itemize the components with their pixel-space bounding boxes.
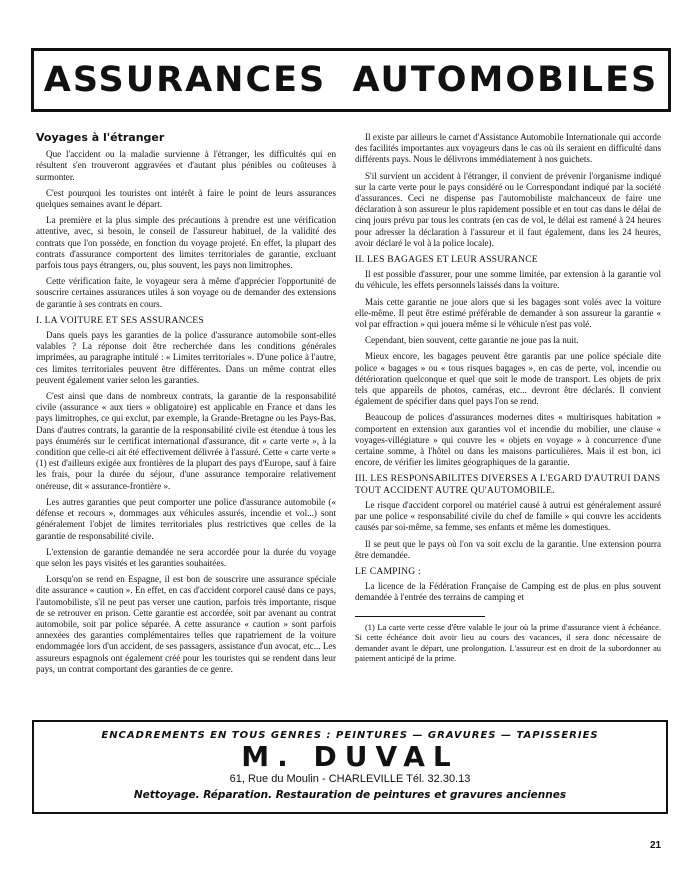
ad-services: Nettoyage. Réparation. Restauration de peintures et gravures anciennes — [133, 789, 567, 801]
page-title: ASSURANCES AUTOMOBILES — [43, 60, 659, 100]
paragraph: Mais cette garantie ne joue alors que si les bagages sont volés avec la voiture elle-même. Il peut être estimé préférable de demander à son assureur la garantie « vol par effraction » qui jouera même si le véhicule n'est pas volé. — [355, 296, 661, 330]
section-heading-camping: LE CAMPING : — [355, 565, 421, 577]
paragraph: Les autres garanties que peut comporter une police d'assurance automobile (« défense et recours », dommages aux véhicules assurés, incendie et vol...) sont généralement l'objet de limites territoriales plus restrictives que celles de la garantie de responsabilité civile. — [36, 496, 336, 541]
paragraph: Cependant, bien souvent, cette garantie ne joue pas la nuit. — [365, 335, 579, 346]
paragraph: C'est pourquoi les touristes ont intérêt à faire le point de leurs assurances quelques semaines avant le départ. — [36, 187, 336, 210]
title-banner — [31, 48, 671, 112]
section-heading-voyages: Voyages à l'étranger — [36, 131, 165, 144]
paragraph: Lorsqu'on se rend en Espagne, il est bon de souscrire une assurance spéciale dite assurance « caution ». En effet, en cas d'accident corporel causé dans ce pays, l'automobiliste, s'il ne peut pas verser une caution, parfois très importante, risque de se retrouver en prison. Cette garantie est accordée, soit par avenant au contrat automobile, soit par police séparée. A cette assurance « caution » sont parfois annexées des garanties complémentaires telles que rapatriement de la voiture endommagée lors d'un accident, de ses passagers, assistance d'un avocat, etc... Les assureurs espagnols ont également créé pour les touristes qui se rendent dans leur pays, un contrat comportant des garanties de ce genre. — [36, 574, 336, 674]
section-heading-bagages: II. LES BAGAGES ET LEUR ASSURANCE — [355, 254, 538, 266]
footnote-rule — [355, 616, 485, 623]
left-column — [36, 132, 336, 680]
section-heading-responsabilites: III. LES RESPONSABILITES DIVERSES A L'EGARD D'AUTRUI DANS TOUT ACCIDENT AUTRE QU'AUTOMOBILE. — [355, 473, 661, 496]
paragraph: Dans quels pays les garanties de la police d'assurance automobile sont-elles valables ? La réponse doit être recherchée dans les conditions générales imprimées, au paragraphe intitulé : « Limites territoriales ». D'une police à l'autre, ces limites territoriales peuvent être différentes. Dans un même contrat elles peuvent également varier selon les garanties. — [36, 330, 336, 385]
paragraph: Il existe par ailleurs le carnet d'Assistance Automobile Internationale qui accorde des facilités importantes aux voyageurs dans le cas où ils seraient en difficulté dans différents pays. Nous le délivrons immédiatement à nos guichets. — [355, 132, 661, 165]
paragraph: La licence de la Fédération Française de Camping est de plus en plus souvent demandée à l'entrée des terrains de camping et — [355, 581, 661, 603]
right-column — [355, 132, 661, 670]
paragraph: C'est ainsi que dans de nombreux contrats, la garantie de la responsabilité civile (assurance « aux tiers » obligatoire) est applicable en France et dans les pays limitrophes, ce qui exclut, par exemple, la Grande-Bretagne ou les Pays-Bas. Dans d'autres contrats, la garantie de la responsabilité civile est étendue à tous les pays énumérés sur le certificat international d'assurance, dit « carte verte », à la condition que celle-ci ait été effectivement délivrée à l'assuré. Cette « carte verte » (1) est d'ailleurs exigée aux frontières de la plupart des pays d'Europe, sauf à faire les frais, pour la durée du séjour, d'une assurance temporaire relativement onéreuse, dit « assurance-frontière ». — [36, 391, 336, 491]
advertisement-box — [32, 720, 668, 814]
paragraph: Mieux encore, les bagages peuvent être garantis par une police spéciale dite police « bagages » ou « tous risques bagages », en cas de perte, vol, incendie ou détérioration quelconque et quel que soit le mode de transport. Les objets de prix tels que appareils de photos, caméras, etc... devront être déclarés. Il convient également de spécifier dans quel pays l'on se rend. — [355, 351, 661, 407]
paragraph: L'extension de garantie demandée ne sera accordée pour la durée du voyage que selon les pays visités et les garanties souhaitées. — [36, 546, 336, 568]
paragraph: Le risque d'accident corporel ou matériel causé à autrui est généralement assuré par une police « responsabilité civile du chef de famille » qui couvre les accidents causés par soi-même, sa femme, ses enfants et même les domestiques. — [355, 499, 661, 533]
paragraph: Il se peut que le pays où l'on va soit exclu de la garantie. Une extension pourra être demandée. — [355, 538, 661, 560]
ad-tagline: ENCADREMENTS EN TOUS GENRES : PEINTURES — GRAVURES — TAPISSERIES — [101, 730, 599, 741]
page-number: 21 — [650, 840, 662, 851]
paragraph: Beaucoup de polices d'assurances modernes dites « multirisques habitation » comportent en extension aux garanties vol et incendie du mobilier, une clause « voyages-villégiature » qui couvre les « objets en voyage » à concurrence d'une certaine somme, à l'hôtel ou dans les maisons particulières. Mais il est bon, ici encore, de vérifier les limites géographiques de la garantie. — [355, 412, 661, 468]
paragraph: Cette vérification faite, le voyageur sera à même d'apprécier l'opportunité de souscrire certaines assurances utiles à son voyage ou de demander des extensions de garantie à ses contrats en cours. — [36, 276, 336, 309]
paragraph: Que l'accident ou la maladie survienne à l'étranger, les difficultés qui en résultent s'en trouveront aggravées et d'autant plus pénibles ou coûteuses à surmonter. — [36, 149, 336, 182]
ad-address: 61, Rue du Moulin - CHARLEVILLE Tél. 32.30.13 — [229, 773, 471, 785]
paragraph: Il est possible d'assurer, pour une somme limitée, par extension à la garantie vol du véhicule, les effets personnels laissés dans la voiture. — [355, 269, 661, 291]
ad-business-name: M. DUVAL — [241, 740, 459, 773]
footnote: (1) La carte verte cesse d'être valable le jour où la prime d'assurance vient à échéance. Si cette échéance doit avoir lieu au cours des vacances, il sera donc nécessaire de demander avant le départ, une prolongation. L'assureur est en droit de la subordonner au paiement anticipé de la prime. — [355, 622, 661, 664]
section-heading-voiture: I. LA VOITURE ET SES ASSURANCES — [36, 314, 204, 326]
paragraph: La première et la plus simple des précautions à prendre est une vérification attentive, avec, si besoin, le conseil de l'assureur habituel, de la validité des contrats que l'on possède, en fonction du voyage projeté. En effet, la plupart des contrats d'assurance comportent des limites territoriales de garantie, excluant parfois tous pays étrangers, ou, plus souvent, les pays non limitrophes. — [36, 215, 336, 271]
paragraph: S'il survient un accident à l'étranger, il convient de prévenir l'organisme indiqué sur la carte verte pour le pays considéré ou le Correspondant indiqué par la société d'assurances. Ceci ne dispense pas l'automobiliste malchanceux de faire une déclaration à son assureur le plus rapidement possible et en tout cas dans le délai de cinq jours prévu par tous les contrats (en cas de vol, le délai est ramené à 24 heures pour adresser la déclaration à l'assureur et il faut également, dans les 24 heures, avoir déclaré le vol à la police locale). — [355, 170, 661, 248]
